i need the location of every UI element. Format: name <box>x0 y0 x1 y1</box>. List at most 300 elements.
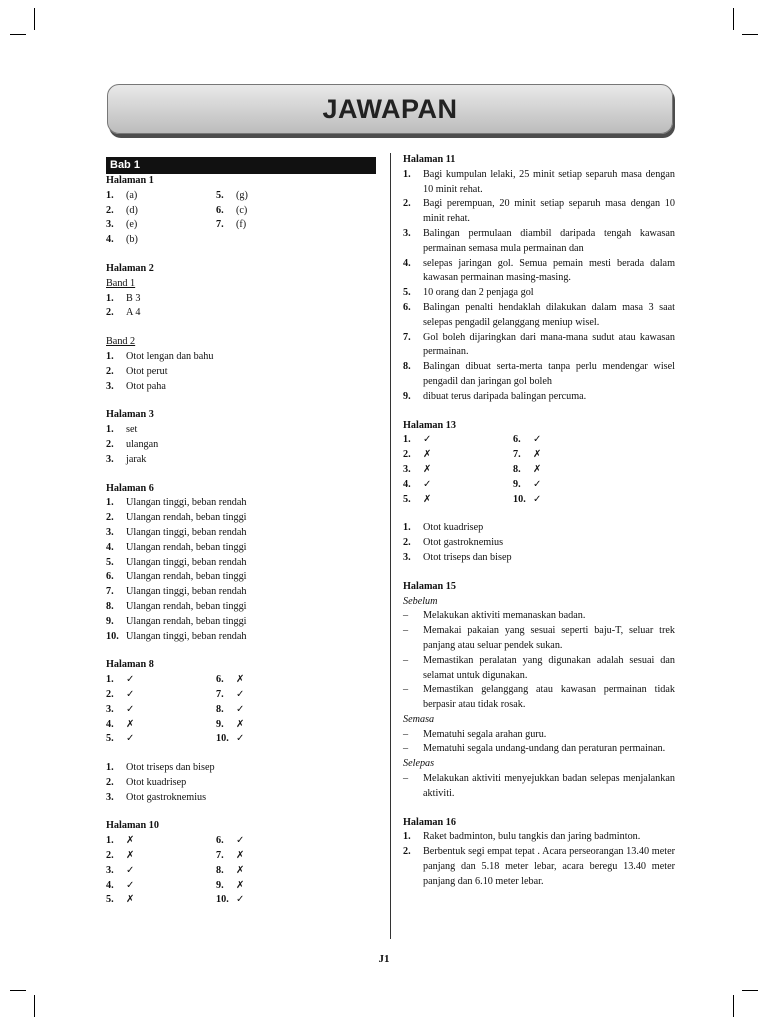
list-item <box>106 380 376 395</box>
item-text: Balingan permulaan diambil daripada tengah kawasan permainan semasa mula permainan dan <box>423 227 675 254</box>
crop-mark <box>742 34 758 35</box>
column-divider <box>390 153 391 939</box>
item-number: 2. <box>106 204 114 216</box>
item-number: 3. <box>106 703 114 715</box>
item-text: B 3 <box>126 292 141 304</box>
item-number: 7. <box>106 586 114 598</box>
answer-cell <box>106 864 216 879</box>
answer-cell <box>403 493 513 508</box>
item-text: Otot kuadrisep <box>126 776 187 788</box>
item-number: 6. <box>216 835 224 847</box>
list-item <box>106 761 376 776</box>
item-text: Mematuhi segala undang-undang dan peraturan permainan. <box>423 743 666 755</box>
answer-row <box>106 732 376 747</box>
answer-cell <box>403 463 513 478</box>
section-heading: Halaman 2 <box>106 262 154 274</box>
dash-bullet: – <box>403 728 409 740</box>
item-text: Otot gastroknemius <box>423 537 504 549</box>
chapter-heading: Bab 1 <box>106 157 376 174</box>
answer-cell <box>403 448 513 463</box>
item-answer: ✗ <box>126 718 135 730</box>
answer-row <box>106 673 376 688</box>
answer-cell <box>403 478 513 493</box>
item-answer: ✗ <box>236 674 245 686</box>
item-answer: ✗ <box>236 718 245 730</box>
answer-cell <box>216 189 326 204</box>
answer-cell <box>106 834 216 849</box>
section-heading: Halaman 15 <box>403 580 456 592</box>
item-answer: ✓ <box>126 864 135 876</box>
item-text: Memastikan peralatan yang digunakan adalah sesuai dan selamat untuk digunakan. <box>423 654 675 681</box>
item-number: 1. <box>106 762 114 774</box>
item-number: 3. <box>403 551 411 563</box>
list-item <box>106 438 376 453</box>
crop-mark <box>34 8 35 30</box>
item-number: 7. <box>216 688 224 700</box>
item-answer: (c) <box>236 204 248 216</box>
item-number: 4. <box>403 257 411 269</box>
subheading: Sebelum <box>403 595 438 607</box>
item-number: 2. <box>106 850 114 862</box>
section-heading: Halaman 3 <box>106 409 154 421</box>
item-text: Melakukan aktiviti memanaskan badan. <box>423 610 586 622</box>
item-number: 2. <box>106 438 114 450</box>
item-number: 6. <box>106 571 114 583</box>
item-number: 10. <box>106 630 119 642</box>
list-item <box>106 423 376 438</box>
answer-cell <box>106 688 216 703</box>
answer-list <box>106 350 376 394</box>
answer-cell <box>216 688 326 703</box>
bullet-list <box>403 772 675 802</box>
list-item <box>106 306 376 321</box>
dash-bullet: – <box>403 654 409 666</box>
list-item <box>403 551 675 566</box>
subheading: Band 2 <box>106 336 136 348</box>
item-answer: ✗ <box>236 850 245 862</box>
item-number: 3. <box>106 526 114 538</box>
item-answer: ✓ <box>236 835 245 847</box>
item-number: 2. <box>403 449 411 461</box>
bullet-item <box>403 654 675 684</box>
item-number: 2. <box>403 537 411 549</box>
item-answer: ✓ <box>126 879 135 891</box>
item-text: Mematuhi segala arahan guru. <box>423 728 547 740</box>
item-text: Gol boleh dijaringkan dari mana-mana sudut atau kawasan permainan. <box>423 331 675 358</box>
answer-row <box>403 478 675 493</box>
answer-cell <box>106 218 216 233</box>
answer-cell <box>403 433 513 448</box>
crop-mark <box>733 8 734 30</box>
item-number: 1. <box>106 350 114 362</box>
answer-cell <box>513 448 623 463</box>
answer-row <box>106 204 376 219</box>
item-number: 6. <box>513 434 521 446</box>
answer-row <box>106 893 376 908</box>
bullet-item <box>403 728 675 743</box>
answer-row <box>106 718 376 733</box>
item-number: 1. <box>403 831 411 843</box>
right-column <box>403 153 675 890</box>
dash-bullet: – <box>403 684 409 696</box>
item-answer: ✗ <box>126 894 135 906</box>
item-number: 7. <box>216 219 224 231</box>
answer-pairs <box>106 673 376 747</box>
item-text: Balingan dibuat serta-merta tanpa perlu mendengar wisel pengadil dan jaringan gol boleh <box>423 361 675 387</box>
item-text: Bagi perempuan, 20 minit setiap separuh masa dengan 10 minit rehat. <box>423 198 675 225</box>
item-answer: (d) <box>126 204 138 216</box>
list-item <box>403 845 675 889</box>
item-number: 2. <box>106 307 114 319</box>
answer-row <box>106 703 376 718</box>
item-number: 3. <box>106 380 114 392</box>
item-text: Otot gastroknemius <box>126 791 207 803</box>
item-text: Ulangan tinggi, beban rendah <box>126 630 247 642</box>
item-answer: ✓ <box>126 703 135 715</box>
item-text: Ulangan tinggi, beban rendah <box>126 526 247 538</box>
item-number: 4. <box>106 234 114 246</box>
list-item <box>403 286 675 301</box>
answer-row <box>403 433 675 448</box>
answer-cell <box>216 879 326 894</box>
item-answer: ✓ <box>236 703 245 715</box>
bullet-item <box>403 683 675 713</box>
item-text: Berbentuk segi empat tepat . Acara perseorangan 13.40 meter panjang dan 5.18 meter lebar, acara beregu 13.40 meter panjang dan 6.10 meter lebar. <box>423 846 675 887</box>
answer-cell <box>216 732 326 747</box>
item-number: 4. <box>403 478 411 490</box>
item-number: 1. <box>106 292 114 304</box>
item-text: Otot kuadrisep <box>423 522 484 534</box>
item-number: 2. <box>403 198 411 210</box>
item-number: 8. <box>216 864 224 876</box>
section-heading: Halaman 6 <box>106 482 154 494</box>
item-answer: (b) <box>126 234 138 246</box>
answer-row <box>403 463 675 478</box>
answer-row <box>106 864 376 879</box>
answer-cell <box>106 718 216 733</box>
answer-list <box>403 830 675 889</box>
answer-list <box>106 423 376 467</box>
crop-mark <box>10 990 26 991</box>
item-number: 1. <box>106 835 114 847</box>
answer-cell <box>216 233 326 248</box>
answer-row <box>106 688 376 703</box>
item-number: 8. <box>216 703 224 715</box>
answer-cell <box>513 463 623 478</box>
answer-cell <box>106 893 216 908</box>
item-text: Ulangan rendah, beban tinggi <box>126 615 247 627</box>
item-text: Bagi kumpulan lelaki, 25 minit setiap separuh masa dengan 10 minit rehat. <box>423 168 675 195</box>
item-answer: ✓ <box>533 493 542 505</box>
list-item <box>403 227 675 257</box>
item-number: 3. <box>106 219 114 231</box>
item-answer: ✓ <box>236 733 245 745</box>
item-text: Otot triseps dan bisep <box>423 551 512 563</box>
answer-row <box>106 849 376 864</box>
list-item <box>106 630 376 645</box>
answer-cell <box>106 849 216 864</box>
item-text: set <box>126 424 138 436</box>
crop-mark <box>742 990 758 991</box>
left-column <box>106 157 376 908</box>
crop-mark <box>34 995 35 1017</box>
section-heading: Halaman 13 <box>403 419 456 431</box>
answer-list <box>106 496 376 644</box>
section-heading: Halaman 10 <box>106 820 159 832</box>
item-number: 10. <box>216 894 229 906</box>
item-number: 9. <box>216 718 224 730</box>
item-number: 7. <box>513 449 521 461</box>
item-number: 5. <box>403 493 411 505</box>
answer-row <box>106 879 376 894</box>
answer-pairs <box>403 433 675 507</box>
bullet-item <box>403 624 675 654</box>
item-number: 2. <box>403 846 411 858</box>
answer-list <box>106 761 376 805</box>
answer-row <box>106 218 376 233</box>
list-item <box>403 168 675 198</box>
item-number: 1. <box>403 168 411 180</box>
answer-cell <box>106 189 216 204</box>
item-answer: ✓ <box>533 478 542 490</box>
dash-bullet: – <box>403 625 409 637</box>
item-number: 8. <box>513 463 521 475</box>
subheading: Selepas <box>403 758 435 770</box>
item-number: 10. <box>513 493 526 505</box>
answer-row <box>403 448 675 463</box>
item-number: 5. <box>106 733 114 745</box>
item-number: 1. <box>106 424 114 436</box>
item-number: 9. <box>513 478 521 490</box>
item-answer: ✗ <box>423 449 432 461</box>
section-heading: Halaman 8 <box>106 659 154 671</box>
item-answer: (f) <box>236 219 247 231</box>
list-item <box>403 390 675 405</box>
item-text: Ulangan rendah, beban tinggi <box>126 571 247 583</box>
item-answer: ✗ <box>423 493 432 505</box>
item-answer: ✓ <box>236 894 245 906</box>
answer-row <box>403 493 675 508</box>
item-number: 7. <box>403 331 411 343</box>
item-number: 8. <box>403 361 411 373</box>
crop-mark <box>10 34 26 35</box>
list-item <box>106 585 376 600</box>
item-number: 10. <box>216 733 229 745</box>
item-answer: (e) <box>126 219 138 231</box>
list-item <box>106 526 376 541</box>
item-text: Otot triseps dan bisep <box>126 762 215 774</box>
item-number: 3. <box>403 227 411 239</box>
section-heading: Halaman 11 <box>403 154 456 165</box>
item-number: 9. <box>403 390 411 402</box>
section-heading: Halaman 1 <box>106 175 154 186</box>
item-number: 6. <box>216 204 224 216</box>
item-text: Memakai pakaian yang sesuai seperti baju-T, seluar trek panjang atau seluar pendek sukan. <box>423 625 675 651</box>
answer-list <box>106 292 376 322</box>
list-item <box>403 830 675 845</box>
list-item <box>403 521 675 536</box>
bullet-list <box>403 609 675 713</box>
answer-cell <box>513 493 623 508</box>
item-number: 8. <box>106 600 114 612</box>
item-number: 3. <box>106 864 114 876</box>
list-item <box>106 496 376 511</box>
item-answer: (a) <box>126 189 138 201</box>
item-answer: ✓ <box>236 688 245 700</box>
item-text: Otot perut <box>126 365 168 377</box>
bullet-item <box>403 609 675 624</box>
item-answer: ✗ <box>236 864 245 876</box>
item-number: 1. <box>403 522 411 534</box>
list-item <box>403 301 675 331</box>
item-text: Balingan penalti hendaklah dilakukan dalam masa 3 saat selepas pengadil gelanggang meniup wisel. <box>423 301 675 328</box>
answer-cell <box>216 673 326 688</box>
list-item <box>106 600 376 615</box>
item-text: Otot lengan dan bahu <box>126 350 214 362</box>
list-item <box>106 570 376 585</box>
item-number: 2. <box>106 688 114 700</box>
answer-row <box>106 189 376 204</box>
bullet-item <box>403 772 675 802</box>
answer-cell <box>513 433 623 448</box>
bullet-item <box>403 742 675 757</box>
item-text: Ulangan rendah, beban tinggi <box>126 512 247 524</box>
item-text: Ulangan rendah, beban tinggi <box>126 541 247 553</box>
answer-list <box>403 168 675 405</box>
list-item <box>403 331 675 361</box>
item-number: 5. <box>106 894 114 906</box>
item-answer: ✓ <box>533 434 542 446</box>
answer-pairs <box>106 834 376 908</box>
item-number: 5. <box>403 287 411 299</box>
item-text: Ulangan tinggi, beban rendah <box>126 497 247 509</box>
item-number: 4. <box>106 541 114 553</box>
answer-cell <box>216 864 326 879</box>
answer-cell <box>513 478 623 493</box>
item-answer: ✗ <box>126 850 135 862</box>
item-answer: ✗ <box>126 835 135 847</box>
answer-cell <box>216 834 326 849</box>
item-number: 3. <box>106 791 114 803</box>
item-answer: ✗ <box>533 463 542 475</box>
item-number: 1. <box>106 189 114 201</box>
title-banner <box>107 84 673 134</box>
item-number: 1. <box>106 674 114 686</box>
item-text: Ulangan tinggi, beban rendah <box>126 586 247 598</box>
list-item <box>106 453 376 468</box>
answer-cell <box>216 893 326 908</box>
list-item <box>403 536 675 551</box>
answer-cell <box>216 218 326 233</box>
answer-row <box>106 834 376 849</box>
list-item <box>106 365 376 380</box>
dash-bullet: – <box>403 743 409 755</box>
list-item <box>106 292 376 307</box>
answer-row <box>106 233 376 248</box>
dash-bullet: – <box>403 610 409 622</box>
item-text: ulangan <box>126 438 159 450</box>
item-text: 10 orang dan 2 penjaga gol <box>423 287 534 299</box>
subheading: Band 1 <box>106 277 136 289</box>
item-number: 4. <box>106 879 114 891</box>
item-number <box>216 233 236 248</box>
item-text: Otot paha <box>126 380 166 392</box>
answer-list <box>403 521 675 565</box>
item-text: dibuat terus daripada balingan percuma. <box>423 390 587 402</box>
item-answer: ✓ <box>423 434 432 446</box>
item-answer: ✓ <box>126 733 135 745</box>
answer-cell <box>106 703 216 718</box>
list-item <box>106 791 376 806</box>
item-text: A 4 <box>126 307 141 319</box>
page-number: J1 <box>378 953 390 965</box>
item-number: 6. <box>403 301 411 313</box>
item-answer: ✗ <box>423 463 432 475</box>
item-answer: ✗ <box>533 449 542 461</box>
item-number: 3. <box>106 453 114 465</box>
item-answer: (g) <box>236 189 248 201</box>
item-text: Memastikan gelanggang atau kawasan permainan tidak berpasir atau tidak rosak. <box>423 684 675 711</box>
answer-cell <box>216 849 326 864</box>
list-item <box>106 350 376 365</box>
item-number: 2. <box>106 365 114 377</box>
section-heading: Halaman 16 <box>403 816 456 828</box>
item-text: Ulangan rendah, beban tinggi <box>126 600 247 612</box>
answer-cell <box>216 718 326 733</box>
item-text: Melakukan aktiviti menyejukkan badan selepas menjalankan aktiviti. <box>423 773 675 799</box>
answer-cell <box>106 879 216 894</box>
answer-cell <box>216 204 326 219</box>
answer-cell <box>106 233 216 248</box>
item-number: 2. <box>106 776 114 788</box>
item-number: 1. <box>403 434 411 446</box>
answer-cell <box>106 673 216 688</box>
item-number: 5. <box>216 189 224 201</box>
item-number: 9. <box>106 615 114 627</box>
item-answer: ✓ <box>126 688 135 700</box>
answer-pairs <box>106 189 376 248</box>
item-number: 4. <box>106 718 114 730</box>
item-number: 7. <box>216 850 224 862</box>
item-text: selepas jaringan gol. Semua pemain mesti berada dalam kawasan permainan masing-masing. <box>423 257 675 284</box>
list-item <box>403 257 675 287</box>
crop-mark <box>733 995 734 1017</box>
answer-cell <box>106 204 216 219</box>
list-item <box>106 776 376 791</box>
item-text: jarak <box>126 453 147 465</box>
item-number: 3. <box>403 463 411 475</box>
subheading: Semasa <box>403 713 435 725</box>
list-item <box>403 197 675 227</box>
list-item <box>106 541 376 556</box>
answer-cell <box>106 732 216 747</box>
item-text: Raket badminton, bulu tangkis dan jaring badminton. <box>423 831 641 843</box>
item-number: 9. <box>216 879 224 891</box>
item-answer: ✓ <box>423 478 432 490</box>
item-text: Ulangan tinggi, beban rendah <box>126 556 247 568</box>
item-number: 6. <box>216 674 224 686</box>
dash-bullet: – <box>403 773 409 785</box>
item-number: 2. <box>106 512 114 524</box>
page-title: JAWAPAN <box>322 93 458 124</box>
item-answer: ✓ <box>126 674 135 686</box>
list-item <box>403 360 675 390</box>
item-number: 1. <box>106 497 114 509</box>
list-item <box>106 556 376 571</box>
item-answer: ✗ <box>236 879 245 891</box>
item-number: 5. <box>106 556 114 568</box>
bullet-list <box>403 728 675 758</box>
